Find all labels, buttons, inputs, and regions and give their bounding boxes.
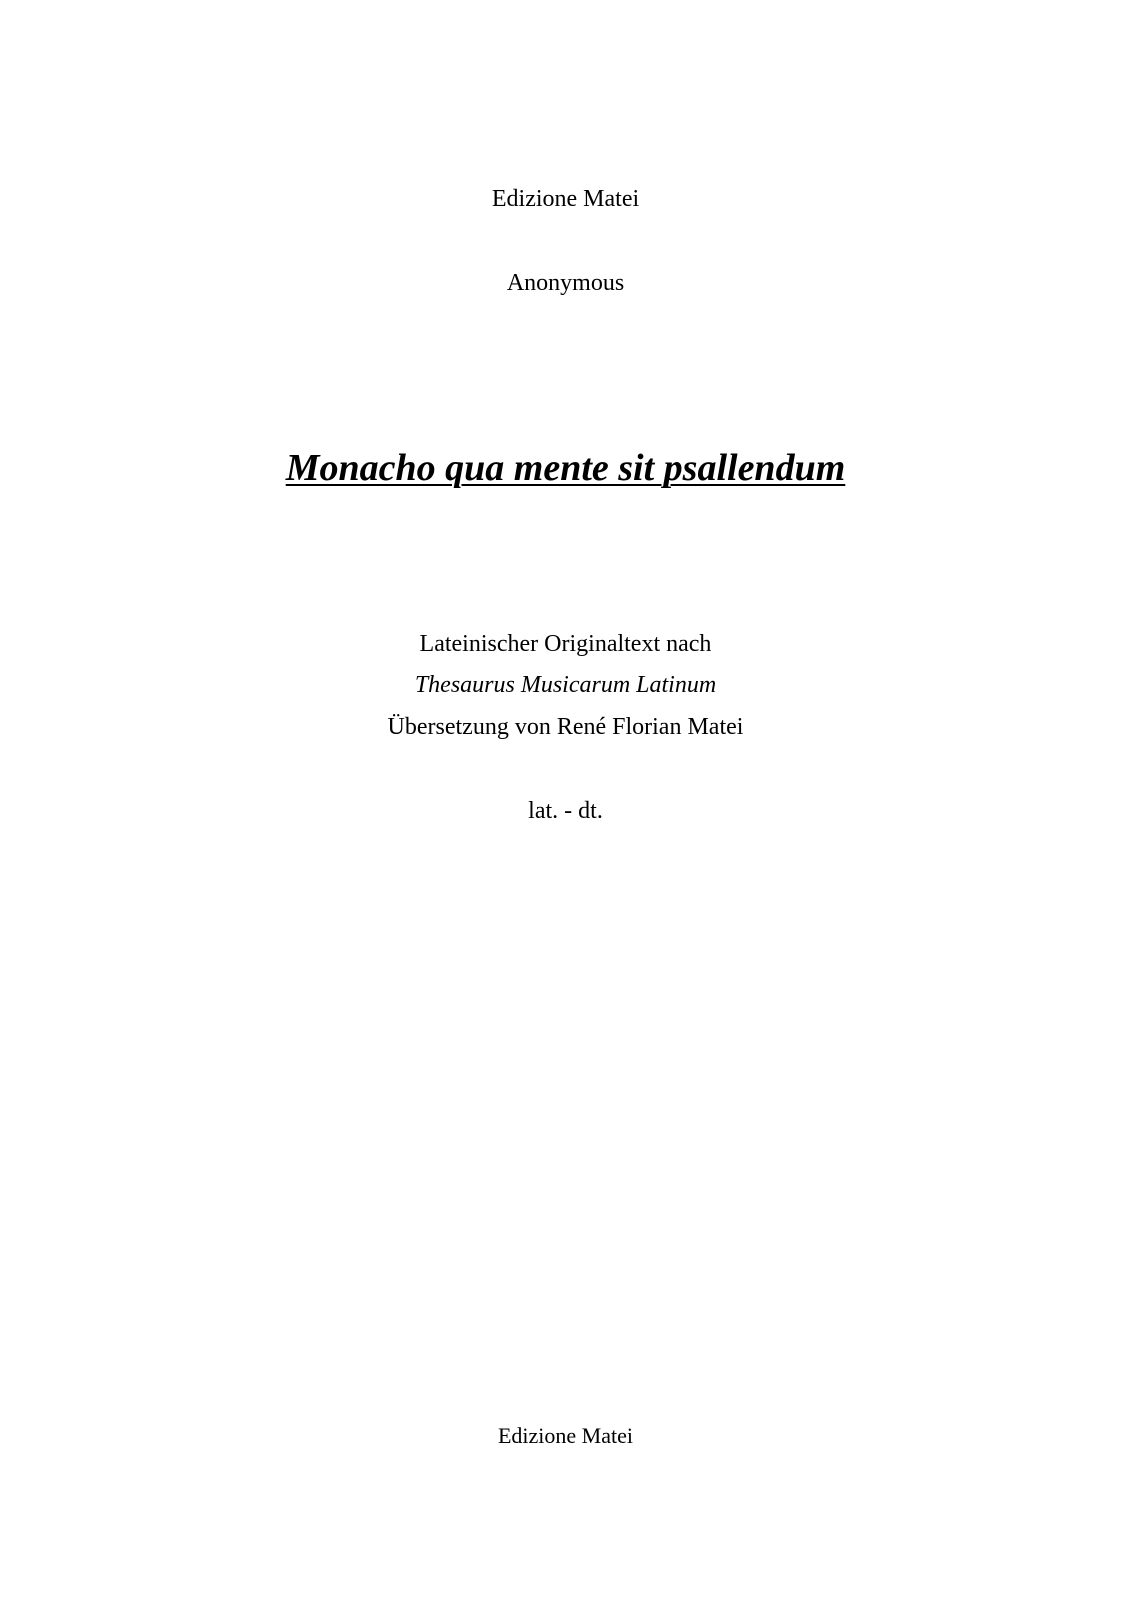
- work-title: Monacho qua mente sit psallendum: [285, 447, 846, 489]
- translator-credit: Übersetzung von René Florian Matei: [387, 714, 744, 740]
- publisher-header: Edizione Matei: [491, 186, 640, 212]
- publisher-footer: Edizione Matei: [497, 1423, 633, 1448]
- source-description: Lateinischer Originaltext nach: [419, 631, 712, 657]
- language-pair: lat. - dt.: [528, 798, 603, 824]
- source-title: Thesaurus Musicarum Latinum: [414, 672, 717, 698]
- author-name: Anonymous: [506, 270, 625, 296]
